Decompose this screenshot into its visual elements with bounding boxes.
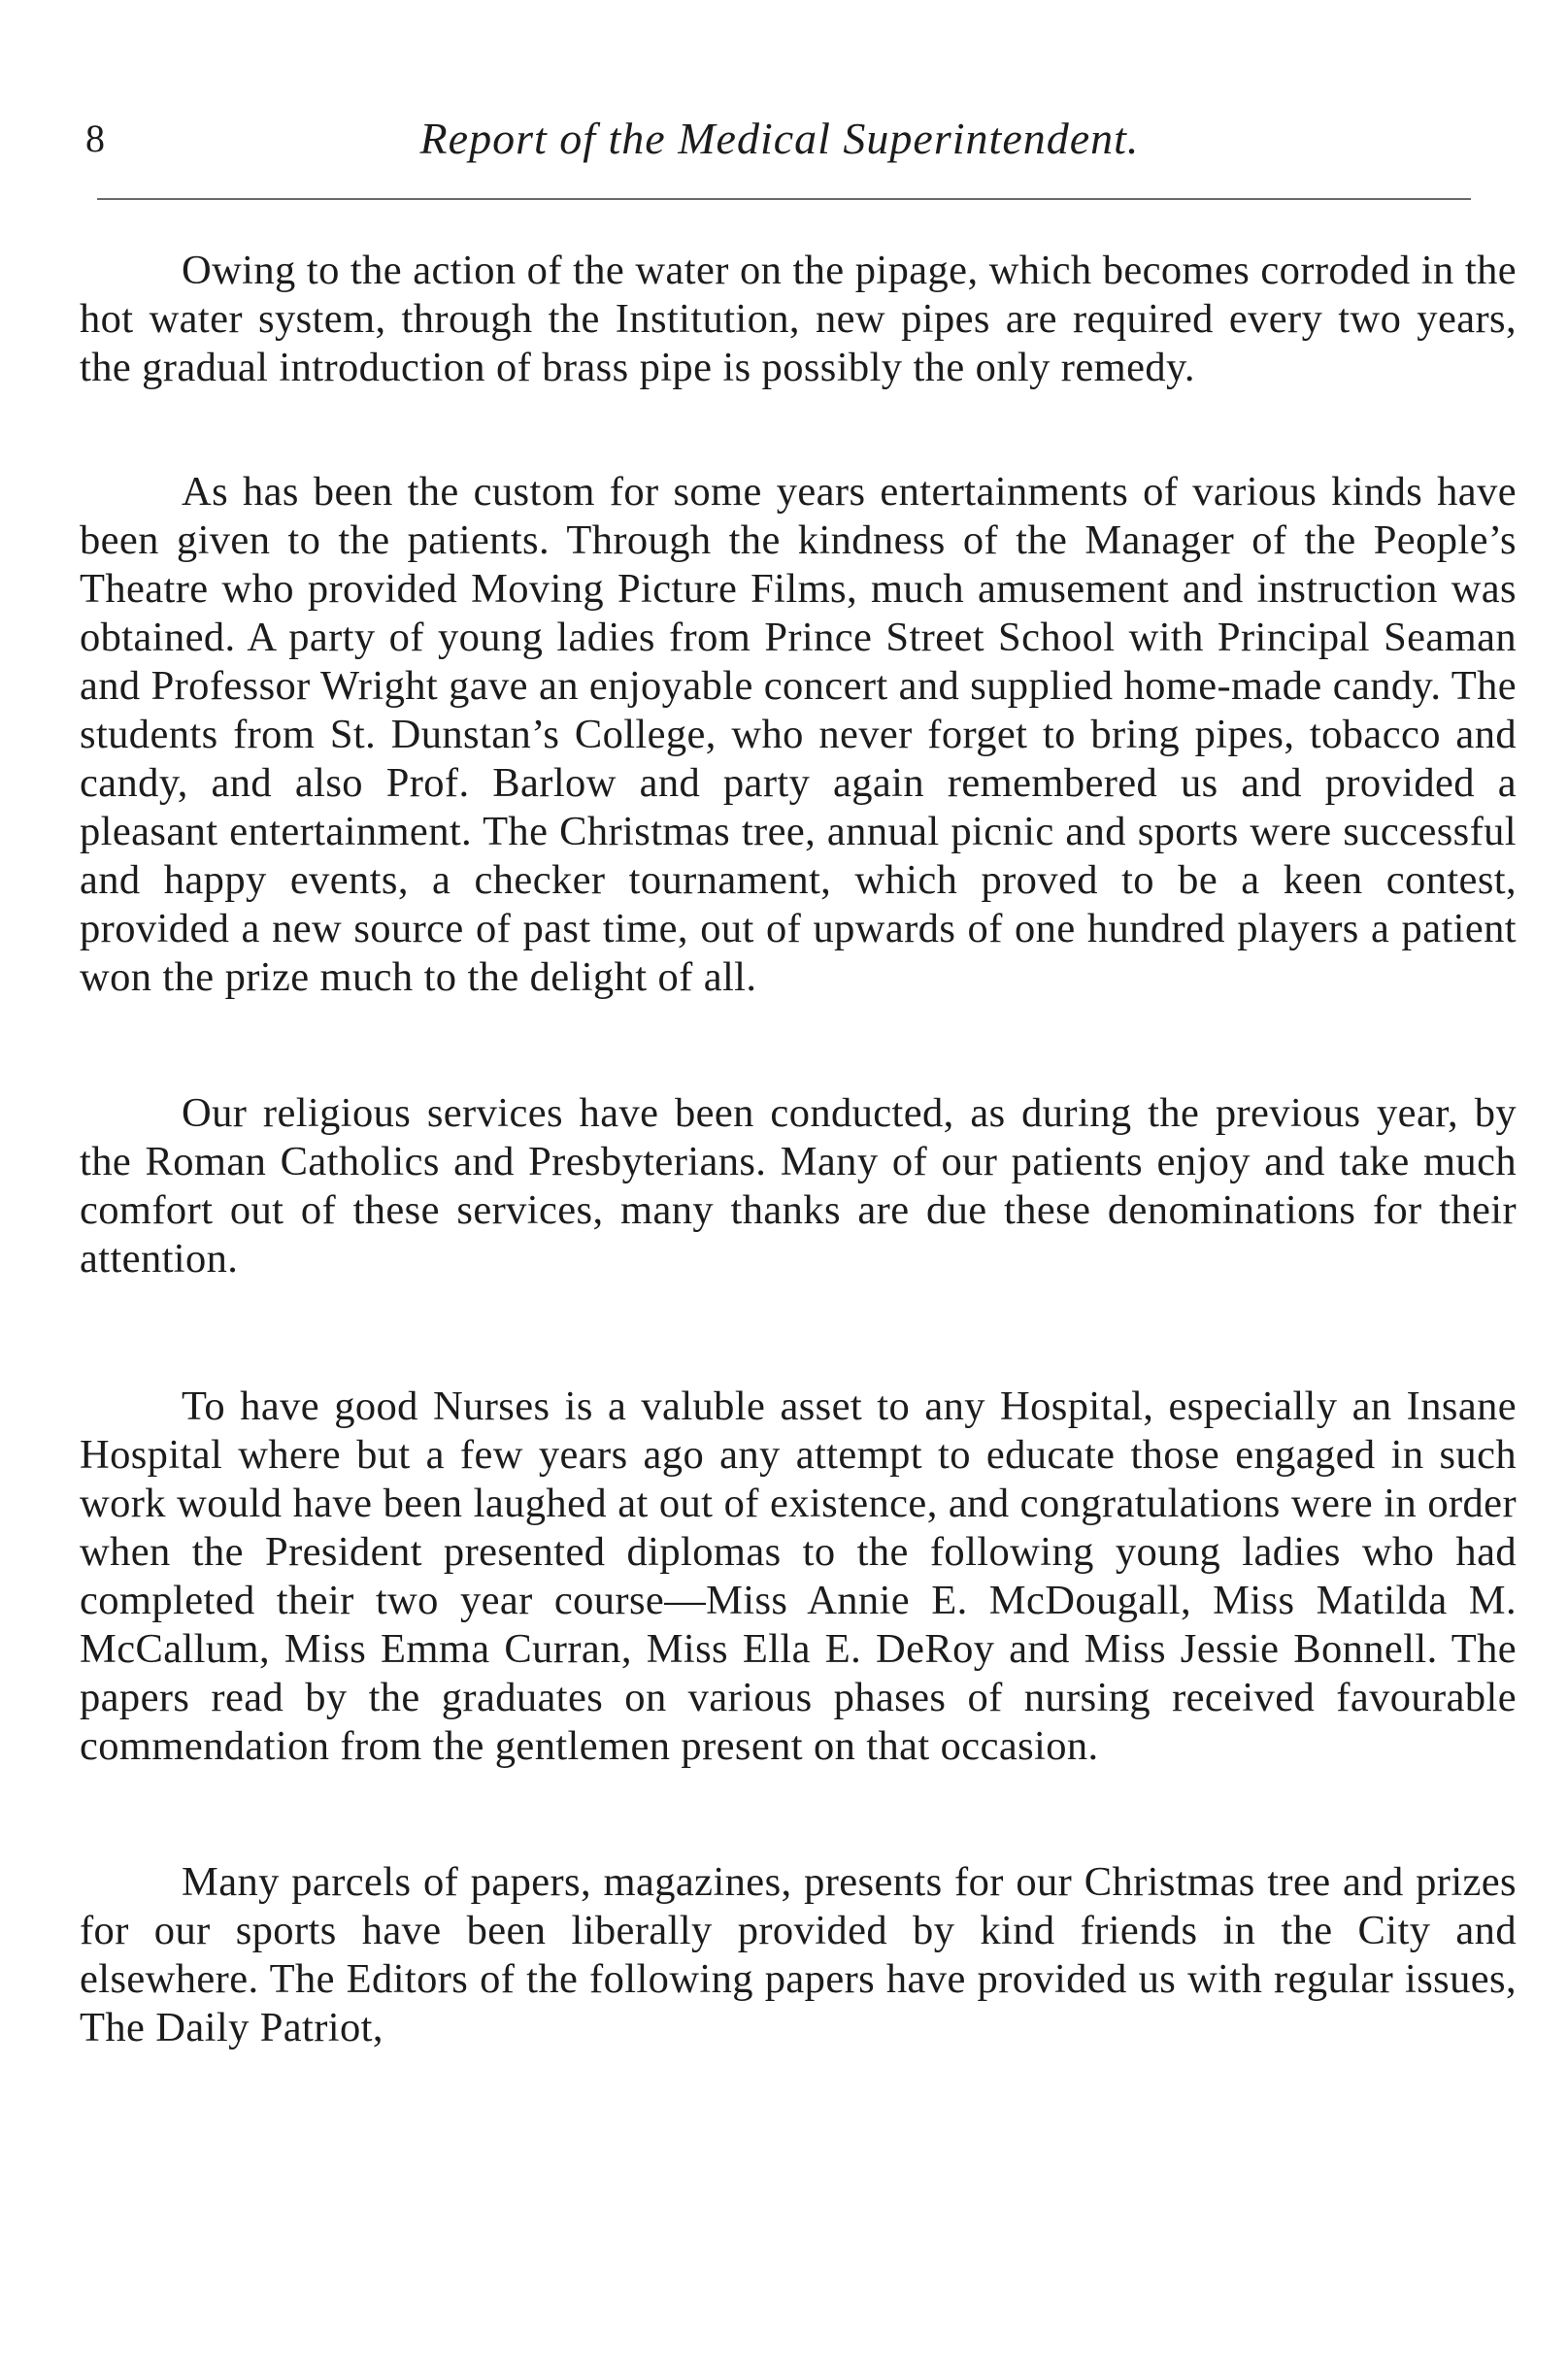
paragraph-nurses: To have good Nurses is a valuble asset to any Hospital, especially an Insane Hospital where but a few years ago any attempt to educate those engaged in such work would have been laughed at out of existence, and congratulations were in order when the President presented diplomas to the following young ladies who had completed their two year course—Miss Annie E. McDougall, Miss Matilda M. McCallum, Miss Emma Curran, Miss Ella E. DeRoy and Miss Jessie Bonnell. The papers read by the graduates on various phases of nursing received favourable commendation from the gentlemen present on that occasion.: [80, 1383, 1517, 1769]
header-rule: [97, 198, 1471, 200]
paragraph-parcels: Many parcels of papers, magazines, presents for our Christmas tree and prizes for our sports have been liberally provided by kind friends in the City and elsewhere. The Editors of the following papers have provided us with regular issues, The Daily Patriot,: [80, 1859, 1517, 2050]
body-text: [80, 247, 1517, 2052]
running-title: Report of the Medical Superintendent.: [419, 114, 1140, 163]
page-header: [85, 115, 1474, 173]
paragraph-pipage: Owing to the action of the water on the pipage, which becomes corroded in the hot water system, through the Institution, new pipes are required every two years, the gradual introduction of brass pipe is possibly the only remedy.: [80, 248, 1517, 390]
page-number: 8: [85, 117, 105, 160]
paragraph-religious-services: Our religious services have been conducted, as during the previous year, by the Roman Catholics and Presbyterians. Many of our patients enjoy and take much comfort out of these services, many thanks are due these denominations for their attention.: [80, 1090, 1517, 1282]
paragraph-entertainments: As has been the custom for some years entertainments of various kinds have been given to the patients. Through the kindness of the Manager of the People’s Theatre who provided Moving Picture Films, much amusement and instruction was obtained. A party of young ladies from Prince Street School with Principal Seaman and Professor Wright gave an enjoyable concert and supplied home-made candy. The students from St. Dunstan’s College, who never forget to bring pipes, tobacco and candy, and also Prof. Barlow and party again remembered us and provided a pleasant entertainment. The Christmas tree, annual picnic and sports were successful and happy events, a checker tournament, which proved to be a keen contest, provided a new source of past time, out of upwards of one hundred players a patient won the prize much to the delight of all.: [80, 469, 1517, 1000]
